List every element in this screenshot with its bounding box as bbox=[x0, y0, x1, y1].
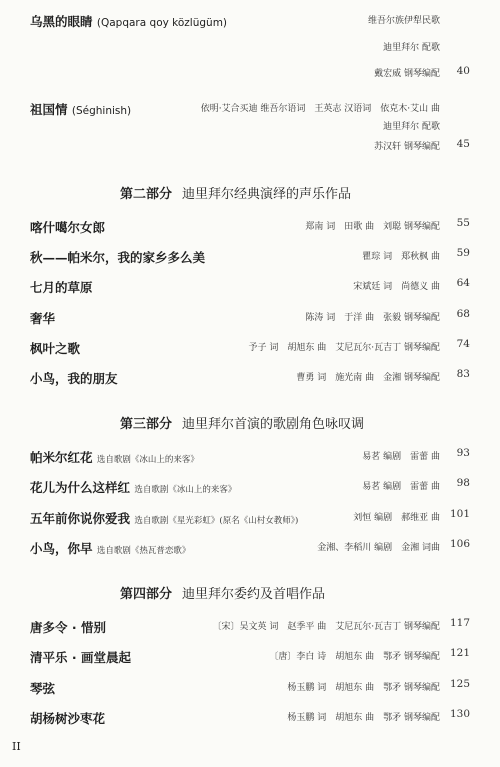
credit-line: 金湘、李稻川 编剧 金湘 词曲 bbox=[317, 543, 440, 553]
toc-entry-title[interactable]: 唐多令 · 惜别 bbox=[30, 620, 106, 635]
toc-entry-title[interactable]: 小鸟，你早 选自歌剧《热瓦普恋歌》 bbox=[30, 541, 191, 556]
page-number: 64 bbox=[456, 277, 470, 289]
page-number: 45 bbox=[456, 138, 470, 150]
credit-line: 迪里拜尔 配歌 bbox=[383, 43, 440, 53]
toc-entry-title[interactable]: 清平乐 · 画堂晨起 bbox=[30, 650, 131, 665]
page-number: 101 bbox=[449, 508, 470, 520]
page-number: 121 bbox=[449, 647, 470, 659]
toc-entry-title[interactable]: 胡杨树沙枣花 bbox=[30, 711, 106, 726]
toc-entry-title[interactable]: 枫叶之歌 bbox=[30, 341, 81, 356]
credit-line: 瞿琮 词 郑秋枫 曲 bbox=[362, 252, 440, 262]
credit-line: 〔唐〕李白 诗 胡旭东 曲 鄂矛 钢琴编配 bbox=[269, 652, 440, 662]
credit-line: 曹勇 词 施光南 曲 金湘 钢琴编配 bbox=[296, 373, 440, 383]
credit-line: 陈涛 词 于洋 曲 张毅 钢琴编配 bbox=[305, 313, 440, 323]
credit-line: 易茗 编剧 雷蕾 曲 bbox=[362, 452, 440, 462]
toc-entry-title[interactable]: 喀什噶尔女郎 bbox=[30, 220, 106, 235]
page-number: 125 bbox=[449, 678, 470, 690]
credit-line: 宋斌廷 词 尚德义 曲 bbox=[353, 282, 440, 292]
credit-line: 易茗 编剧 雷蕾 曲 bbox=[362, 482, 440, 492]
credit-line: 维吾尔族伊犁民歌 bbox=[367, 16, 440, 26]
toc-entry-title[interactable]: 小鸟，我的朋友 bbox=[30, 371, 118, 386]
footer-page-number: II bbox=[12, 740, 21, 753]
credit-line: 迪里拜尔 配歌 bbox=[383, 122, 440, 132]
page-number: 55 bbox=[456, 217, 470, 229]
page-number: 106 bbox=[449, 538, 470, 550]
page-number: 74 bbox=[456, 338, 470, 350]
toc-entry-title[interactable]: 琴弦 bbox=[30, 681, 56, 696]
toc-entry-title[interactable]: 七月的草原 bbox=[30, 280, 93, 295]
page-number: 68 bbox=[456, 308, 470, 320]
page-number: 83 bbox=[456, 368, 470, 380]
credit-line: 依明·艾合买迪 维吾尔语词 王英志 汉语词 依克木·艾山 曲 bbox=[200, 104, 440, 114]
page-number: 130 bbox=[449, 708, 470, 720]
toc-entry-title[interactable]: 帕米尔红花 选自歌剧《冰山上的来客》 bbox=[30, 450, 199, 465]
toc-entry-title[interactable]: 五年前你说你爱我 选自歌剧《星光彩虹》(原名《山村女教师》) bbox=[30, 511, 299, 526]
credit-line: 予子 词 胡旭东 曲 艾尼瓦尔·瓦吉丁 钢琴编配 bbox=[248, 343, 440, 353]
page-number: 98 bbox=[456, 477, 470, 489]
page-number: 117 bbox=[449, 617, 470, 629]
section-heading: 第四部分 迪里拜尔委约及首唱作品 bbox=[120, 587, 326, 602]
credit-line: 刘恒 编剧 郝维亚 曲 bbox=[353, 513, 440, 523]
page-number: 59 bbox=[456, 247, 470, 259]
page-number: 40 bbox=[456, 65, 470, 77]
toc-entry-title[interactable]: 祖国情 (Séghinish) bbox=[30, 102, 132, 117]
toc-entry-title[interactable]: 秋——帕米尔，我的家乡多么美 bbox=[30, 250, 206, 265]
credit-line: 苏汉轩 钢琴编配 bbox=[374, 142, 440, 152]
credit-line: 戴宏威 钢琴编配 bbox=[374, 69, 440, 79]
section-heading: 第三部分 迪里拜尔首演的歌剧角色咏叹调 bbox=[120, 417, 365, 432]
toc-entry-title[interactable]: 乌黑的眼睛 (Qapqara qoy közlügüm) bbox=[30, 14, 228, 29]
toc-entry-title[interactable]: 奢华 bbox=[30, 311, 56, 326]
section-heading: 第二部分 迪里拜尔经典演绎的声乐作品 bbox=[120, 187, 352, 202]
credit-line: 郑南 词 田歌 曲 刘聪 钢琴编配 bbox=[305, 222, 440, 232]
credit-line: 杨玉鹏 词 胡旭东 曲 鄂矛 钢琴编配 bbox=[287, 713, 440, 723]
page-number: 93 bbox=[456, 447, 470, 459]
credit-line: 〔宋〕吴文英 词 赵季平 曲 艾尼瓦尔·瓦吉丁 钢琴编配 bbox=[212, 622, 440, 632]
credit-line: 杨玉鹏 词 胡旭东 曲 鄂矛 钢琴编配 bbox=[287, 683, 440, 693]
toc-entry-title[interactable]: 花儿为什么这样红 选自歌剧《冰山上的来客》 bbox=[30, 480, 237, 495]
